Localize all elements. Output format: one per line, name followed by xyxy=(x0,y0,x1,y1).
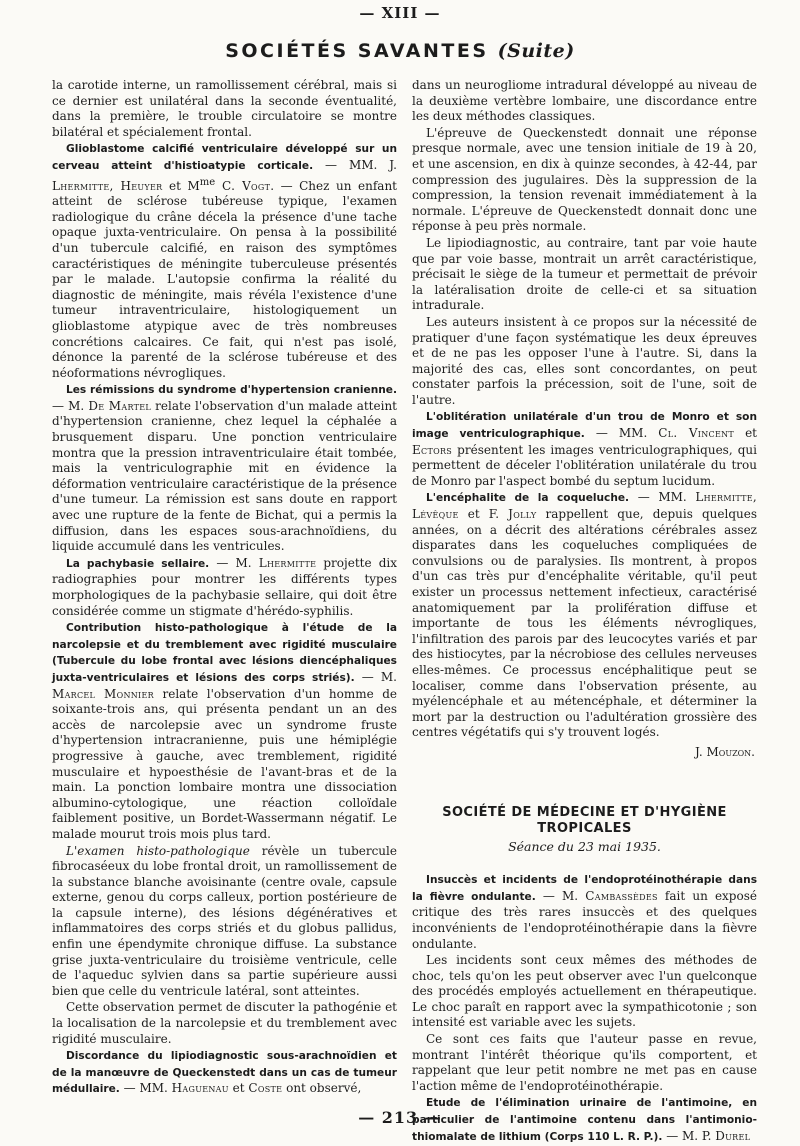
running-title-suite: (Suite) xyxy=(497,40,575,62)
paragraph-auteurs: Les auteurs insistent à ce propos sur la nécessité de pratiquer d'une façon systématique les deux épreuves et de ne pas les opposer l'une à l'autre. Si, dans la majorité des cas, elles sont concordantes, on peut constater parfois la précession, soit de l'une, soit de l'autre. xyxy=(412,314,757,407)
abstract-body: . — Chez un enfant atteint de sclérose tubéreuse typique, l'examen radiologique du crâne décela la présence d'une tache opaque juxta-ventriculaire. On pensa à la possibilité d'un tubercule calcifié, en raison des symptômes caractéristiques de méningite tuberculeuse présentés par le malade. L'autopsie confirma la réalité du diagnostic de méningite, mais révéla l'existence d'une tumeur intraventriculaire, histologiquement un glioblastome atypique avec de très nombreuses concrétions calcaires. Ce fait, qui n'est pas isolé, dénonce la parenté de la sclérose tubéreuse et des néoformations névrogliques. xyxy=(52,178,397,380)
abstract-heading: L'oblitération unilatérale d'un trou de Monro et son image ventriculographique. xyxy=(412,411,757,441)
right-column xyxy=(412,78,757,1145)
society-title: SOCIÉTÉ DE MÉDECINE ET D'HYGIÈNE TROPICALES xyxy=(442,804,727,836)
italic-lead: L'examen histo-pathologique xyxy=(66,843,250,858)
abstract-heading: Contribution histo-pathologique à l'étude de la narcolepsie et du tremblement avec rigidité musculaire (Tubercule du lobe frontal avec lésions diencéphaliques juxta-ventriculaires et lésions des corps striés). xyxy=(52,622,397,684)
author-name: Cl. Vincent xyxy=(658,426,735,441)
page-number: — 213 — xyxy=(358,1108,442,1127)
abstract-coqueluche: L'encéphalite de la coqueluche. — MM. Lhermitte, Lévêque et F. Jolly rappellent que, depuis quelques années, on a décrit des altérations cérébrales assez disparates dans les coqueluches compliquées de convulsions ou de paralysies. Ils montrent, à propos d'un cas très pur d'encéphalite véritable, qu'il peut exister un processus nettement infectieux, caractérisé anatomiquement par la prolifération diffuse et importante de tous les éléments névrogliques, l'infiltration des parois par des leucocytes variés et par des histiocytes, par la nécrobiose des cellules nerveuses elles-mêmes. Ce processus encéphalitique peut se localiser, comme dans l'observation présente, au myélencéphale et au métencéphale, et déterminer la mort par la destruction ou l'adultération grossière des centres végétatifs qui s'y trouvent logés. xyxy=(412,490,758,740)
session-date: Séance du 23 mai 1935. xyxy=(508,838,661,854)
author-name: Marcel Monnier xyxy=(52,686,154,701)
abstract-heading: Discordance du lipiodiagnostic sous-arachnoïdien et de la manœuvre de Queckenstedt dans un cas de tumeur médullaire. xyxy=(52,1050,397,1096)
abstract-heading: La pachybasie sellaire. xyxy=(66,557,210,570)
paragraph-incidents: Les incidents sont ceux mêmes des méthodes de choc, tels qu'on les peut observer avec l'un quelconque des procédés employés actuellement en thérapeutique. Le choc paraît en rapport avec la sympathicotonie ; son intensité est variable avec les sujets. xyxy=(412,953,757,1030)
abstract-narcolepsie: Contribution histo-pathologique à l'étude de la narcolepsie et du tremblement avec rigidité musculaire (Tubercule du lobe frontal avec lésions diencéphaliques juxta-ventriculaires et lésions des corps striés). — M. Marcel Monnier relate l'observation d'un homme de soixante-trois ans, qui présenta pendant un an des accès de narcolepsie avec un syndrome fruste d'hypertension intracranienne, puis une hémiplégie progressive à gauche, avec tremblement, rigidité musculaire et hypoesthésie de l'avant-bras et de la main. La ponction lombaire montra une dissociation albumino-cytologique, une réaction colloïdale faiblement positive, un Bordet-Wassermann négatif. Le malade mourut trois mois plus tard. xyxy=(52,622,397,841)
abstract-glioblastome: Glioblastome calcifié ventriculaire développé sur un cerveau atteint d'histioatypie corticale. — MM. J. Lhermitte, Heuyer et $M^{me}$ C. Vogt. — Chez un enfant atteint de sclérose tubéreuse typique, l'examen radiologique du crâne décela la présence d'une tache opaque juxta-ventriculaire. On pensa à la possibilité d'un tubercule calcifié, en raison des symptômes caractéristiques de méningite tuberculeuse présentés par le malade. L'autopsie confirma la réalité du diagnostic de méningite, mais révéla l'existence d'une tumeur intraventriculaire, histologiquement un glioblastome atypique avec de très nombreuses concrétions calcaires. Ce fait, qui n'est pas isolé, dénonce la parenté de la sclérose tubéreuse et des néoformations névrogliques. xyxy=(52,143,397,380)
abstract-body: projette dix radiographies pour montrer les différents types morphologiques de la pachybasie sellaire, qui doit être considérée comme un stigmate d'hérédo-syphilis. xyxy=(52,555,397,618)
abstract-heading: Glioblastome calcifié ventriculaire développé sur un cerveau atteint d'histioatypie corticale. xyxy=(52,143,397,172)
paragraph-conclusion: Cette observation permet de discuter la pathogénie et la localisation de la narcolepsie et du tremblement avec rigidité musculaire. xyxy=(52,1000,397,1046)
abstract-heading: Les rémissions du syndrome d'hypertension cranienne. xyxy=(66,384,397,397)
abstract-body: relate l'observation d'un malade atteint d'hypertension cranienne, chez lequel la céphalée a brusquement disparu. Une ponction ventriculaire montra que la pression intraventriculaire était tombée, mais la ventriculographie mit en évidence la déformation ventriculaire caractéristique de la présence d'une tumeur. La rémission est sans doute en rapport avec une rupture de la fente de Bichat, qui a permis la diffusion, dans les espaces sous-arachnoïdiens, du liquide accumulé dans les ventricules. xyxy=(52,398,397,554)
abstract-heading: Insuccès et incidents de l'endoprotéinothérapie dans la fièvre ondulante. xyxy=(412,874,757,903)
abstract-remissions: Les rémissions du syndrome d'hypertension cranienne. — M. De Martel relate l'observation d'un malade atteint d'hypertension cranienne, chez lequel la céphalée a brusquement disparu. Une ponction ventriculaire montra que la pression intraventriculaire était tombée, mais la ventriculographie mit en évidence la déformation ventriculaire caractéristique de la présence d'une tumeur. La rémission est sans doute en rapport avec une rupture de la fente de Bichat, qui a permis la diffusion, dans les espaces sous-arachnoïdiens, du liquide accumulé dans les ventricules. xyxy=(52,384,397,554)
author-name: Ectors xyxy=(412,442,453,457)
paragraph-continuation: la carotide interne, un ramollissement cérébral, mais si ce dernier est unilatéral dans la seconde éventualité, dans la première, le trouble circulatoire se montre bilatéral et spécialement frontal. xyxy=(52,78,397,139)
abstract-body: présentent les images ventriculographiques, qui permettent de déceler l'oblitération unilatérale du trou de Monro par l'aspect bombé du septum lucidum. xyxy=(412,442,757,488)
abstract-body: relate l'observation d'un homme de soixante-trois ans, qui présenta pendant un an des accès de narcolepsie avec un syndrome fruste d'hypertension intracranienne, puis une hémiplégie progressive à gauche, avec tremblement, rigidité musculaire et hypoesthésie de l'avant-bras et de la main. La ponction lombaire montra une dissociation albumino-cytologique, une réaction colloïdale faiblement positive, un Bordet-Wassermann négatif. Le malade mourut trois mois plus tard. xyxy=(52,686,397,841)
paragraph-body: révèle un tubercule fibrocaséeux du lobe frontal droit, un ramollissement de la substance blanche avoisinante (centre ovale, capsule externe, genou du corps calleux, portion postérieure de la capsule interne), des lésions dégénératives et inflammatoires des corps striés et du globus pallidus, enfin une épendymite chronique diffuse. La substance grise juxta-ventriculaire du troisième ventricule, celle de l'aqueduc sylvien dans sa partie supérieure aussi bien que celle du ventricule latéral, sont atteintes. xyxy=(52,843,397,998)
abstract-body: ont observé, xyxy=(282,1081,362,1096)
running-title xyxy=(0,40,800,62)
author-name: Haguenau xyxy=(171,1081,229,1096)
report-signature: J. Mouzon. xyxy=(694,744,755,759)
paragraph-lipiodiagnostic: Le lipiodiagnostic, au contraire, tant par voie haute que par voie basse, montrait un arrêt caractéristique, précisait le siège de la tumeur et permettait de prévoir la latéralisation droite de celle-ci et sa situation intradurale. xyxy=(412,235,757,313)
paragraph-continuation: dans un neurogliome intradural développé au niveau de la deuxième vertèbre lombaire, une discordance entre les deux méthodes classiques. xyxy=(412,78,757,124)
abstract-endoproteinotherapie: Insuccès et incidents de l'endoprotéinothérapie dans la fièvre ondulante. — M. Cambassèdes fait un exposé critique des très rares insuccès et des quelques inconvénients de l'endoprotéinothérapie dans la fièvre ondulante. xyxy=(412,874,757,951)
left-column xyxy=(52,78,397,1098)
author-name: De Martel xyxy=(88,398,152,413)
page-folio-roman: — XIII — xyxy=(359,4,441,22)
abstract-body: fait un exposé critique des très rares insuccès et des quelques inconvénients de l'endoprotéinothérapie dans la fièvre ondulante. xyxy=(412,888,757,951)
author-name: Lhermitte xyxy=(258,555,317,570)
author-name: Jolly xyxy=(508,507,537,522)
paragraph-histopathology xyxy=(52,844,397,1000)
abstract-antimoine: Etude de l'élimination urinaire de l'antimoine, en particulier de l'antimoine contenu dans l'antimonio-thiomalate de lithium (Corps 110 L. R. P.). — M. P. Durel xyxy=(412,1097,757,1143)
author-names: Lhermitte, Lévêque xyxy=(412,490,757,522)
abstract-body: rappellent que, depuis quelques années, on a décrit des altérations cérébrales assez disparates dans les coqueluches compliquées de convulsions ou de paralysies. Ils montrent, à propos d'un cas très pur d'encéphalite véritable, qu'il peut exister un processus nettement infectieux, caractérisé anatomiquement par la prolifération diffuse et importante de tous les éléments névrogliques, l'infiltration des parois par des leucocytes variés et par des histiocytes, par la nécrobiose des cellules nerveuses elles-mêmes. Ce processus encéphalitique peut se localiser, comme dans l'observation présente, au myélencéphale et au métencéphale, et déterminer la mort par la destruction ou l'adultération grossière des centres végétatifs qui s'y trouvent logés. xyxy=(412,507,758,740)
paragraph-queckenstedt: L'épreuve de Queckenstedt donnait une réponse presque normale, avec une tension initiale de 19 à 20, et une ascension, en dix à quinze secondes, à 42-44, par compression des jugulaires. Dès la suppression de la compression, la tension revenait immédiatement à la normale. L'épreuve de Queckenstedt donnait donc une réponse à peu près normale. xyxy=(412,125,757,234)
paragraph-faits: Ce sont ces faits que l'auteur passe en revue, montrant l'intérêt théorique qu'ils comportent, et rappelant que leur petit nombre ne met pas en cause l'action même de l'endoprotéinothérapie. xyxy=(412,1032,757,1093)
running-title-main: SOCIÉTÉS SAVANTES xyxy=(225,40,489,62)
abstract-discordance: Discordance du lipiodiagnostic sous-arachnoïdien et de la manœuvre de Queckenstedt dans un cas de tumeur médullaire. — MM. Haguenau et Coste ont observé, xyxy=(52,1050,397,1096)
abstract-heading: Etude de l'élimination urinaire de l'antimoine, en particulier de l'antimoine contenu dans l'antimonio-thiomalate de lithium (Corps 110 L. R. P.). xyxy=(412,1097,757,1143)
author-name: Durel xyxy=(715,1128,751,1143)
author-name: C. Vogt xyxy=(215,178,271,193)
author-name: Cambassèdes xyxy=(585,888,658,903)
author-name: Coste xyxy=(248,1081,283,1096)
abstract-heading: L'encéphalite de la coqueluche. xyxy=(426,492,630,505)
abstract-monro: L'oblitération unilatérale d'un trou de Monro et son image ventriculographique. — MM. Cl. Vincent et Ectors présentent les images ventriculographiques, qui permettent de déceler l'oblitération unilatérale du trou de Monro par l'aspect bombé du septum lucidum. xyxy=(412,411,758,488)
abstract-pachybasie: La pachybasie sellaire. — M. Lhermitte projette dix radiographies pour montrer les différents types morphologiques de la pachybasie sellaire, qui doit être considérée comme un stigmate d'hérédo-syphilis. xyxy=(52,555,397,618)
author-names: Lhermitte, Heuyer xyxy=(52,178,163,193)
